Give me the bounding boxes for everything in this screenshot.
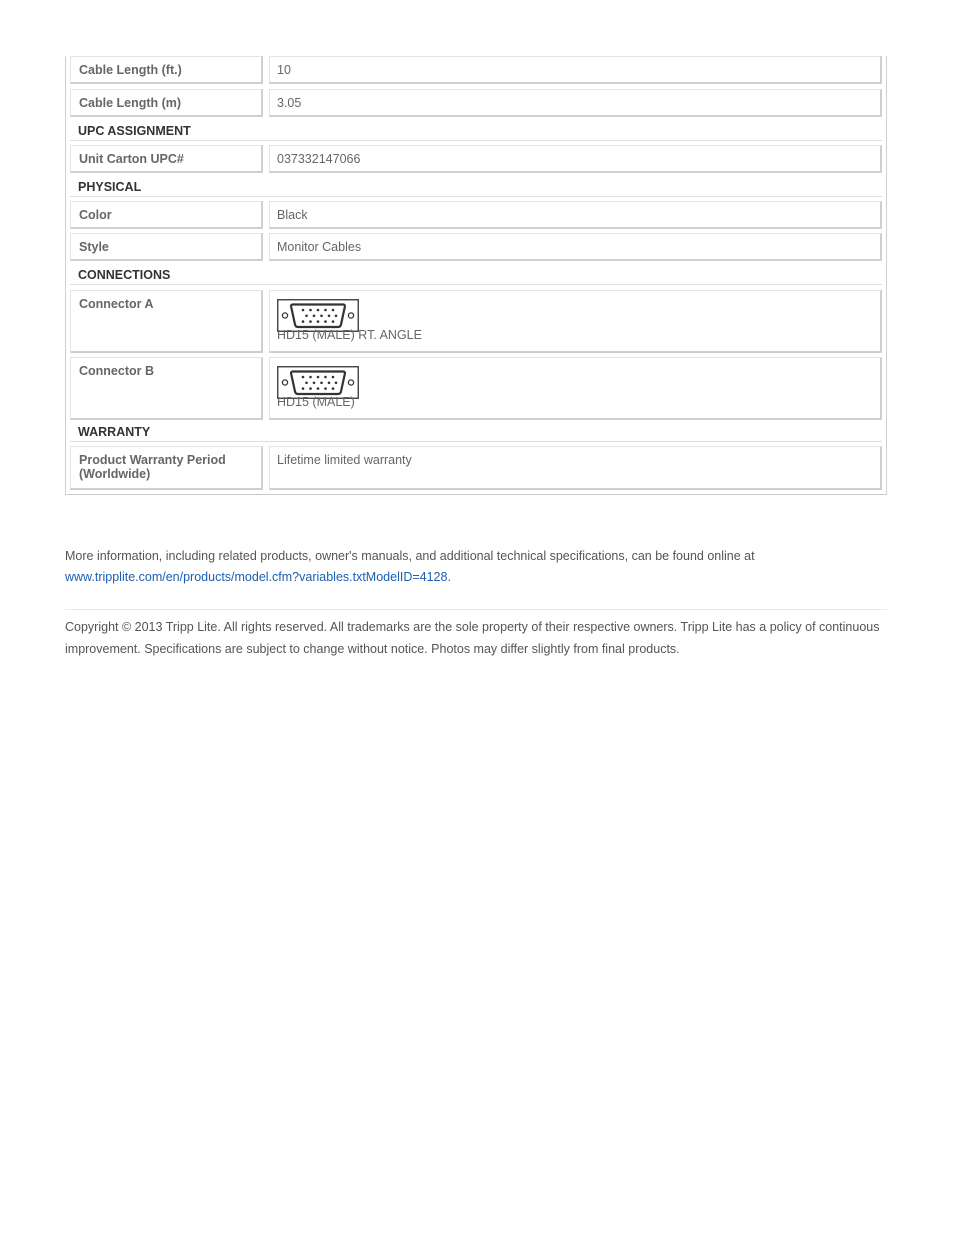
section-header-upc: UPC ASSIGNMENT <box>70 119 882 141</box>
section-header-physical: PHYSICAL <box>70 175 882 197</box>
section-header-warranty: WARRANTY <box>70 420 882 442</box>
spec-value: Monitor Cables <box>269 233 882 261</box>
spec-label: Style <box>70 233 263 261</box>
table-row-style <box>70 233 882 261</box>
spec-label <box>70 446 263 490</box>
spec-label: Unit Carton UPC# <box>70 145 263 173</box>
spec-value: 037332147066 <box>269 145 882 173</box>
table-row-unit-carton-upc <box>70 145 882 173</box>
table-row-connector-a <box>70 290 882 353</box>
table-row-color <box>70 201 882 229</box>
spec-value: 10 <box>269 56 882 84</box>
more-info-paragraph <box>65 546 887 588</box>
spec-label-line: Product Warranty Period <box>79 453 226 467</box>
spec-value: 3.05 <box>269 89 882 117</box>
spec-label: Cable Length (m) <box>70 89 263 117</box>
product-page-link[interactable]: www.tripplite.com/en/products/model.cfm?variables.txtModelID=4128 <box>65 570 448 584</box>
spec-label: Connector A <box>70 290 263 353</box>
section-header-connections: CONNECTIONS <box>70 263 882 285</box>
copyright-text: Copyright © 2013 Tripp Lite. All rights reserved. All trademarks are the sole property of their respective owners. Tripp Lite has a policy of continuous improvement. Specifications are subject to change without notice. Photos may differ slightly from final products. <box>65 620 880 656</box>
table-row-cable-length-m <box>70 89 882 117</box>
spec-label-line: (Worldwide) <box>79 467 151 481</box>
more-info-text: More information, including related products, owner's manuals, and additional technical specifications, can be found online at <box>65 549 755 563</box>
specifications-table <box>65 56 887 495</box>
spec-value: Lifetime limited warranty <box>269 446 882 490</box>
spec-value: Black <box>269 201 882 229</box>
spec-label: Color <box>70 201 263 229</box>
connector-caption: HD15 (MALE) RT. ANGLE <box>277 328 422 342</box>
link-suffix: . <box>447 570 451 584</box>
spec-value <box>269 290 882 353</box>
spec-label: Connector B <box>70 357 263 420</box>
spec-value <box>269 357 882 420</box>
footer-divider <box>65 609 887 610</box>
spec-label: Cable Length (ft.) <box>70 56 263 84</box>
table-row-cable-length-ft <box>70 56 882 84</box>
table-row-warranty-period <box>70 446 882 490</box>
connector-caption: HD15 (MALE) <box>277 395 355 409</box>
table-row-connector-b <box>70 357 882 420</box>
